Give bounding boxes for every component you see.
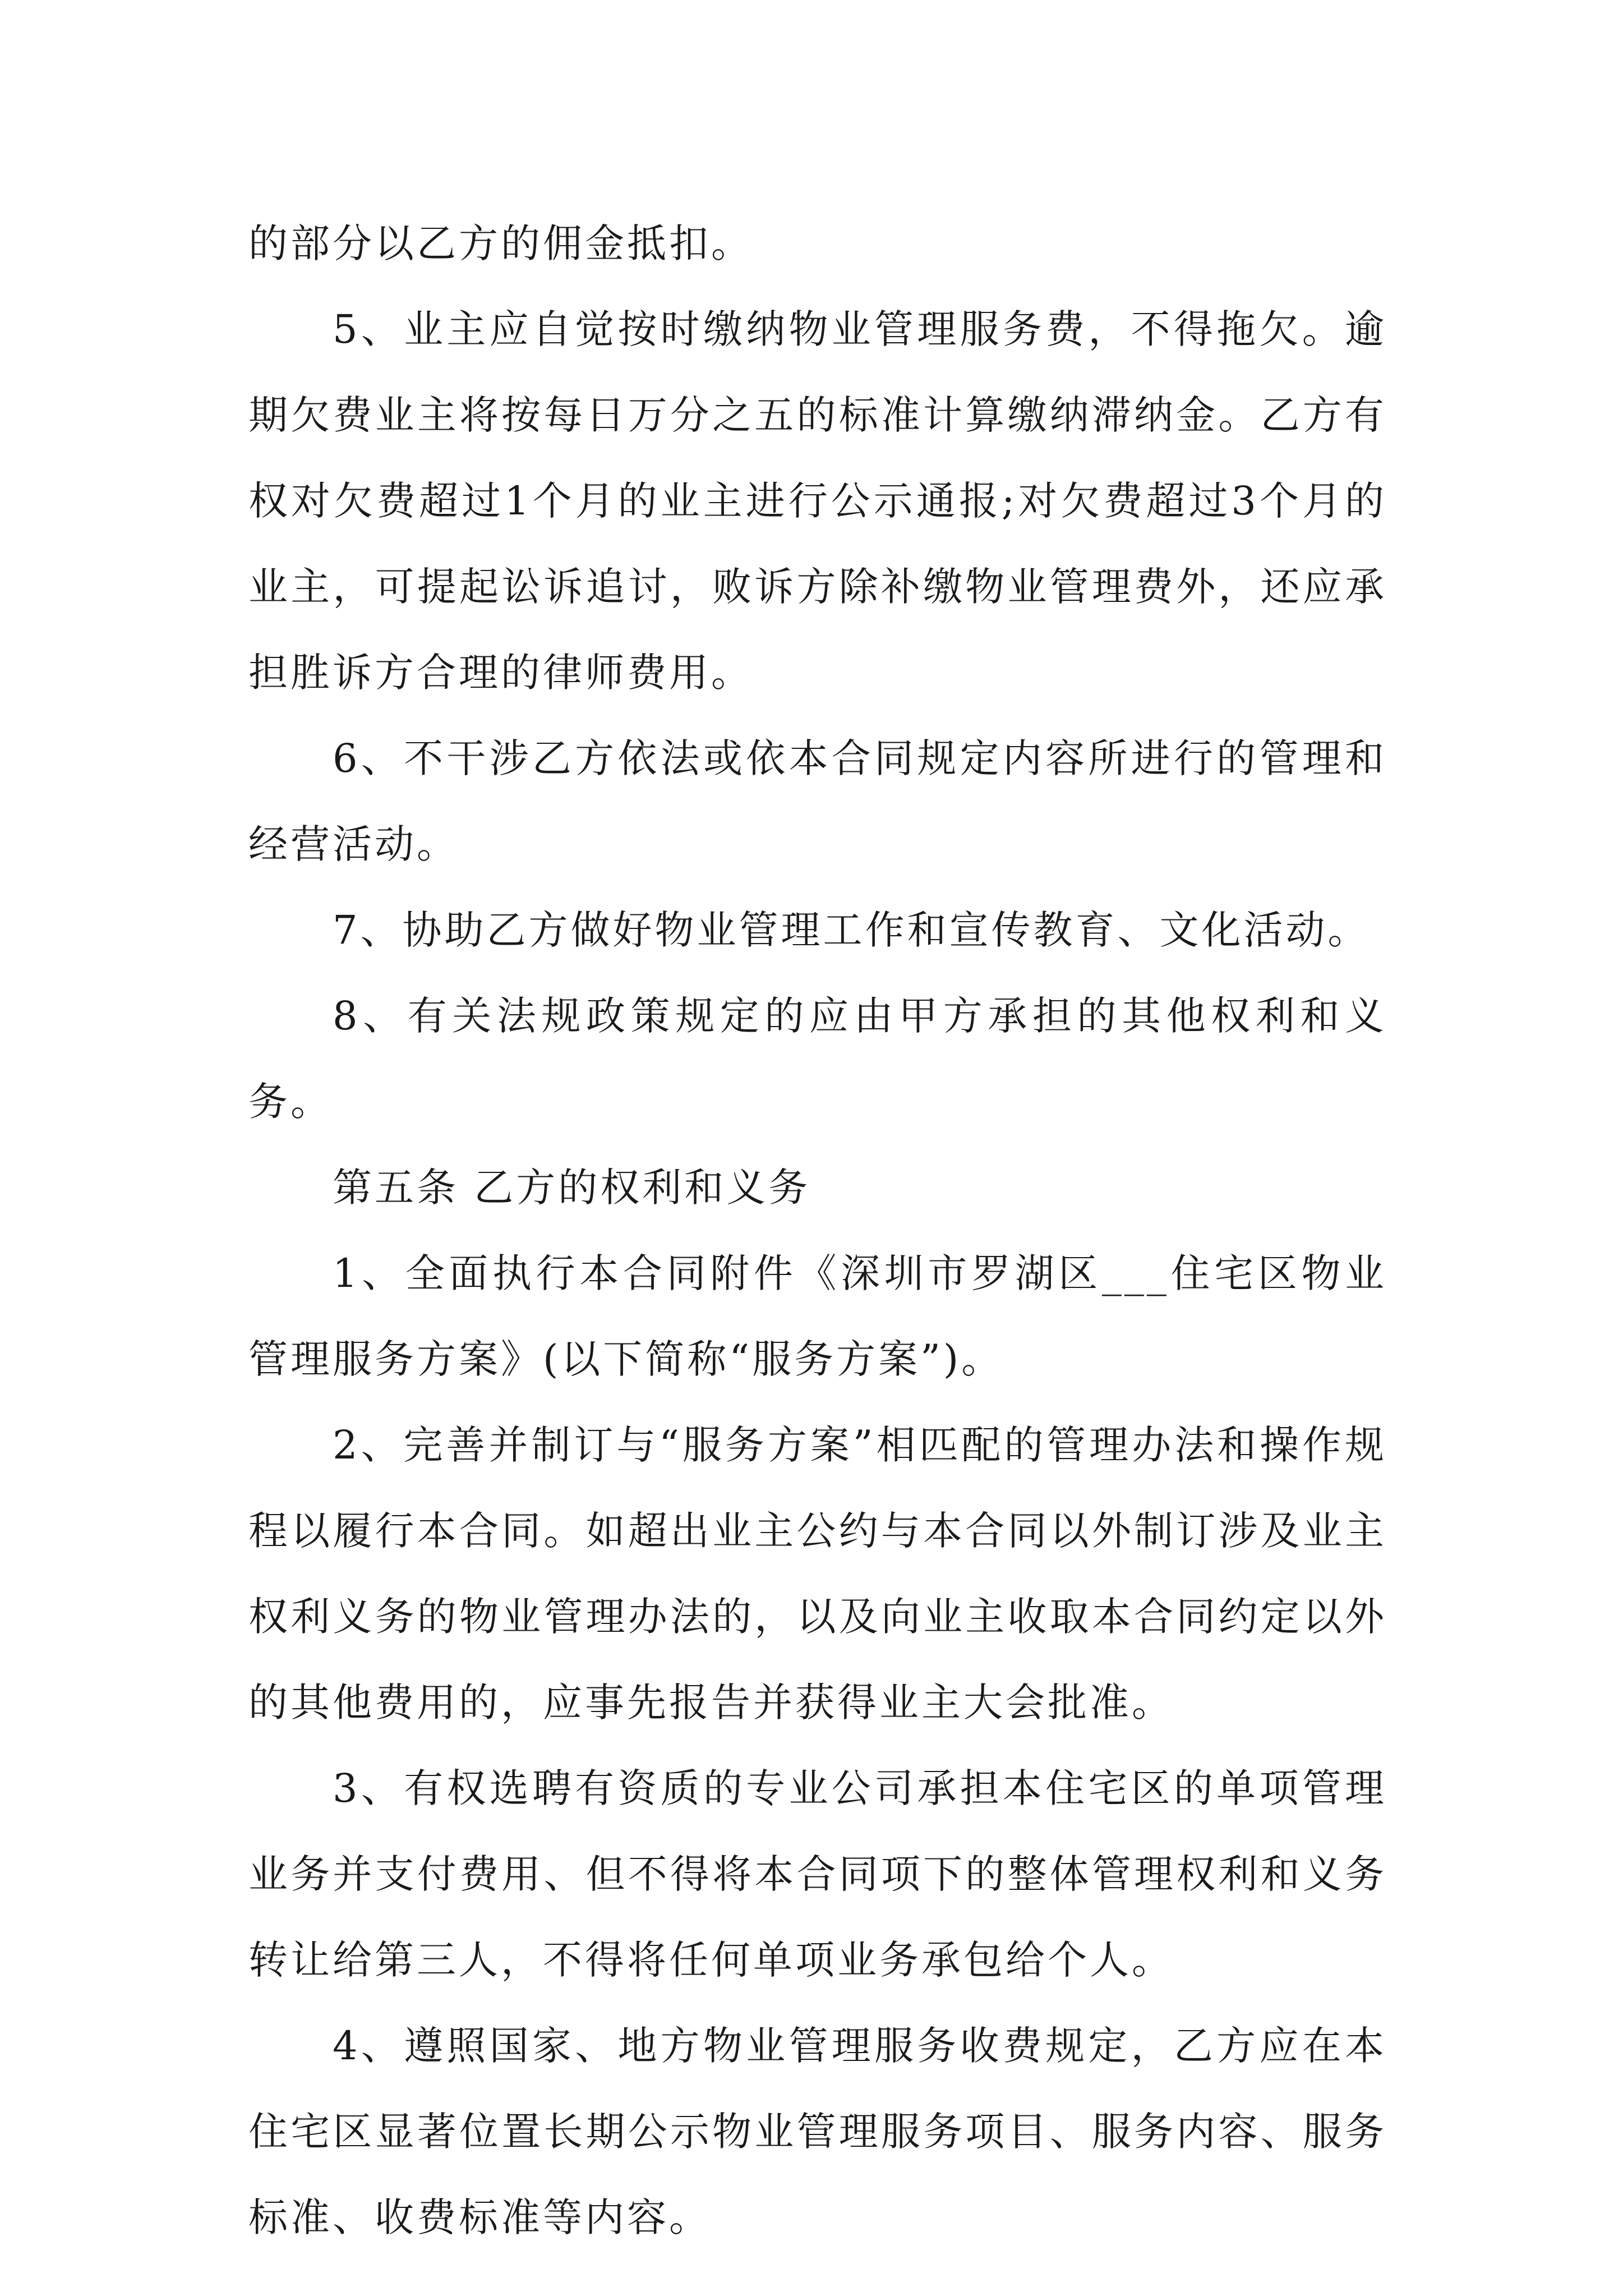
paragraph-item-5: 5、业主应自觉按时缴纳物业管理服务费，不得拖欠。逾期欠费业主将按每日万分之五的标准计算缴纳滞纳金。乙方有权对欠费超过1个月的业主进行公示通报;对欠费超过3个月的业主，可提起讼诉追讨，败诉方除补缴物业管理费外，还应承担胜诉方合理的律师费用。 <box>248 306 1387 696</box>
paragraph-item-6: 6、不干涉乙方依法或依本合同规定内容所进行的管理和经营活动。 <box>248 735 1387 867</box>
paragraph-item-3: 3、有权选聘有资质的专业公司承担本住宅区的单项管理业务并支付费用、但不得将本合同项下的整体管理权利和义务转让给第三人，不得将任何单项业务承包给个人。 <box>248 1765 1387 1983</box>
paragraph-item-8: 8、有关法规政策规定的应由甲方承担的其他权利和义务。 <box>248 993 1387 1125</box>
paragraph-item-4: 4、遵照国家、地方物业管理服务收费规定，乙方应在本住宅区显著位置长期公示物业管理服务项目、服务内容、服务标准、收费标准等内容。 <box>248 2023 1387 2240</box>
paragraph-item-2: 2、完善并制订与“服务方案”相匹配的管理办法和操作规程以履行本合同。如超出业主公约与本合同以外制订涉及业主权利义务的物业管理办法的，以及向业主收取本合同约定以外的其他费用的，应事先报告并获得业主大会批准。 <box>248 1422 1387 1726</box>
section-heading-article-5: 第五条 乙方的权利和义务 <box>333 1165 811 1211</box>
paragraph-item-1: 1、全面执行本合同附件《深圳市罗湖区___住宅区物业管理服务方案》(以下简称“服务方案”)。 <box>248 1250 1387 1382</box>
document-body <box>248 201 1387 2261</box>
paragraph-item-7: 7、协助乙方做好物业管理工作和宣传教育、文化活动。 <box>333 907 1370 953</box>
paragraph-continuation: 的部分以乙方的佣金抵扣。 <box>248 220 753 266</box>
